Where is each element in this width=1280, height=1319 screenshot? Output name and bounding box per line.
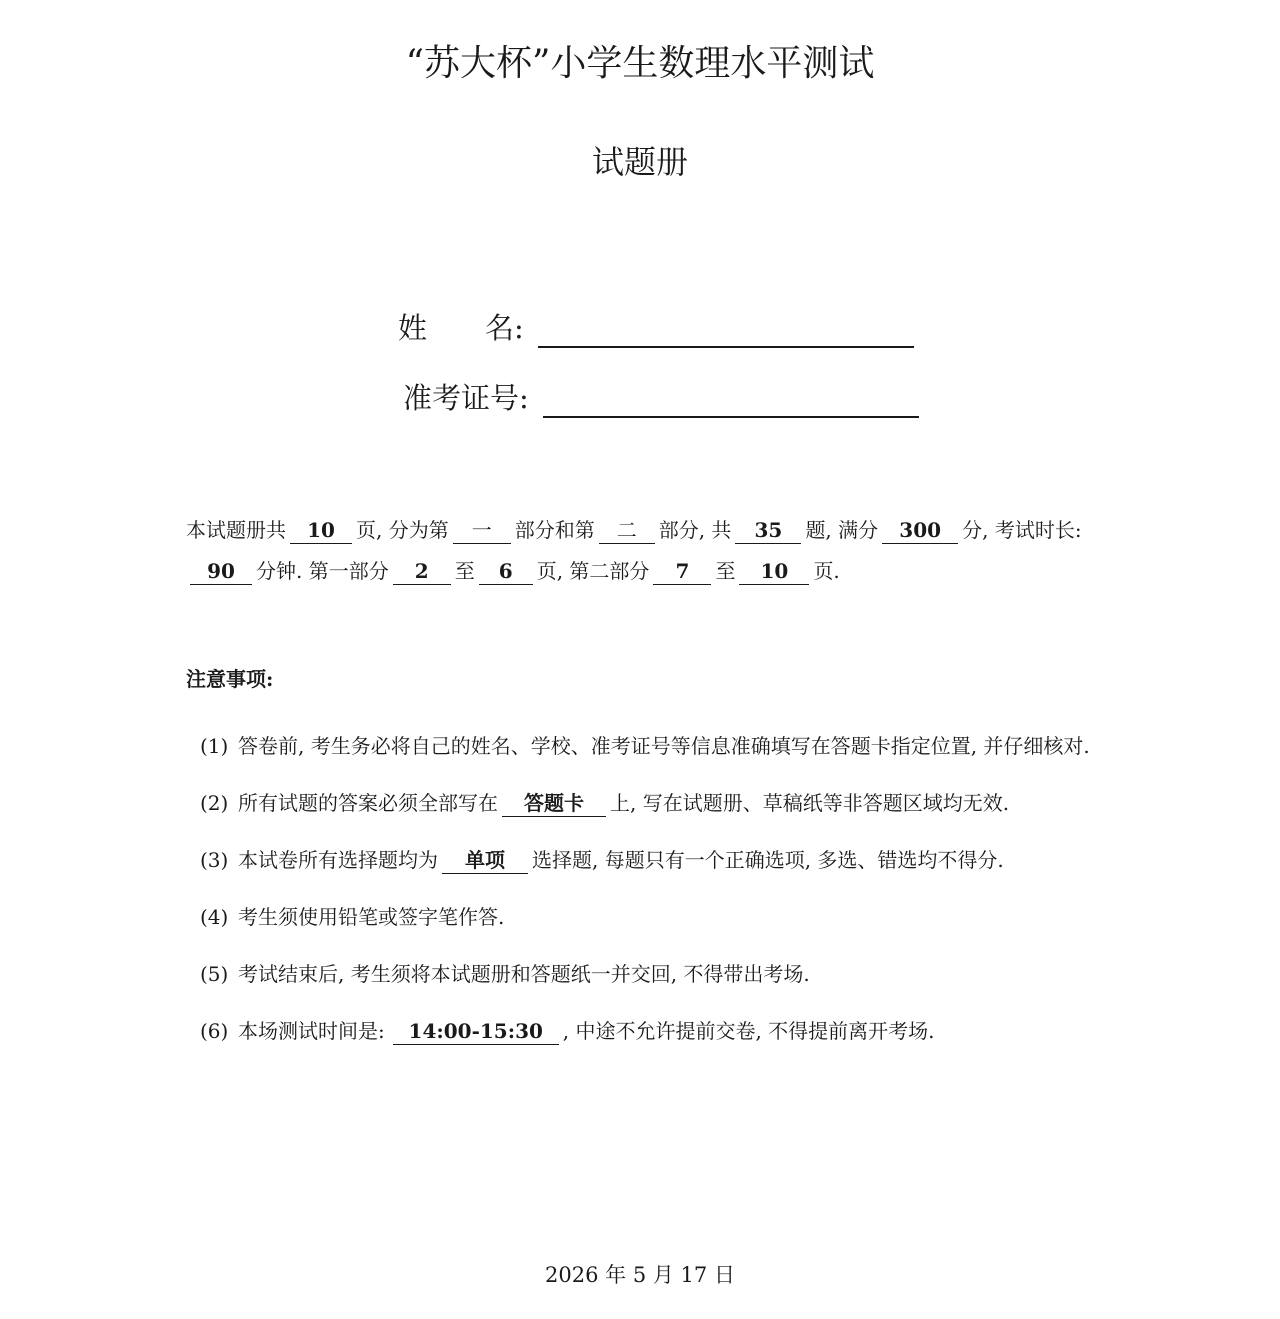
note-text-part: 本试卷所有选择题均为 [238, 848, 438, 872]
name-field [398, 308, 914, 348]
notes-heading: 注意事项: [186, 667, 274, 691]
summary-text: 分, 考试时长: [962, 518, 1082, 542]
ticket-number-field [403, 378, 919, 418]
summary-text: 分钟. 第一部分 [256, 559, 389, 583]
name-label: 姓 名: [398, 311, 524, 345]
note-text [238, 840, 1140, 880]
note-text: 考生须使用铅笔或签字笔作答. [238, 905, 505, 929]
part2-end-page-blank: 10 [739, 558, 809, 585]
note-item [200, 1011, 1140, 1051]
note-text-part: , 中途不允许提前交卷, 不得提前离开考场. [562, 1019, 935, 1043]
summary-text: 至 [454, 559, 475, 583]
note-text: 答卷前, 考生务必将自己的姓名、学校、准考证号等信息准确填写在答题卡指定位置, 并仔细核对. [238, 734, 1090, 758]
notes-list [200, 726, 1140, 1068]
booklet-subtitle: 试题册 [591, 143, 688, 181]
note-number: (1) [200, 734, 229, 758]
note-text [238, 1011, 1140, 1051]
note-text [238, 783, 1140, 823]
exam-time-blank: 14:00-15:30 [393, 1018, 559, 1045]
summary-text: 页, 第二部分 [536, 559, 650, 583]
summary-text: 至 [715, 559, 736, 583]
note-number: (4) [200, 905, 229, 929]
note-number: (6) [200, 1019, 229, 1043]
note-item [200, 897, 1140, 937]
duration-blank: 90 [190, 558, 252, 585]
note-text-part: 上, 写在试题册、草稿纸等非答题区域均无效. [610, 791, 1010, 815]
exam-summary [186, 510, 1146, 592]
note-item [200, 726, 1140, 766]
note-number: (5) [200, 962, 229, 986]
question-count-blank: 35 [735, 517, 801, 544]
note-text-part: 所有试题的答案必须全部写在 [238, 791, 498, 815]
part-a-blank: 一 [453, 517, 511, 544]
note-text-part: 本场测试时间是: [238, 1019, 385, 1043]
part-b-blank: 二 [599, 517, 655, 544]
summary-text: 本试题册共 [186, 518, 286, 542]
pages-total-blank: 10 [290, 517, 352, 544]
note-item [200, 954, 1140, 994]
single-choice-blank: 单项 [442, 847, 528, 874]
ticket-number-label: 准考证号: [403, 381, 529, 415]
note-text: 考试结束后, 考生须将本试题册和答题纸一并交回, 不得带出考场. [238, 962, 810, 986]
exam-title: “苏大杯”小学生数理水平测试 [405, 43, 875, 84]
note-item [200, 840, 1140, 880]
part1-end-page-blank: 6 [479, 558, 533, 585]
note-item [200, 783, 1140, 823]
summary-text: 题, 满分 [805, 518, 879, 542]
exam-date: 2026 年 5 月 17 日 [545, 1263, 735, 1287]
note-number: (2) [200, 791, 229, 815]
part1-start-page-blank: 2 [393, 558, 451, 585]
note-number: (3) [200, 848, 229, 872]
summary-text: 页. [813, 559, 840, 583]
summary-text: 部分, 共 [658, 518, 732, 542]
summary-text: 部分和第 [514, 518, 595, 542]
summary-text: 页, 分为第 [356, 518, 449, 542]
note-text-part: 选择题, 每题只有一个正确选项, 多选、错选均不得分. [532, 848, 1004, 872]
answer-card-blank: 答题卡 [502, 790, 606, 817]
full-score-blank: 300 [882, 517, 958, 544]
name-blank-line[interactable] [538, 316, 914, 348]
part2-start-page-blank: 7 [653, 558, 711, 585]
ticket-number-blank-line[interactable] [543, 386, 919, 418]
